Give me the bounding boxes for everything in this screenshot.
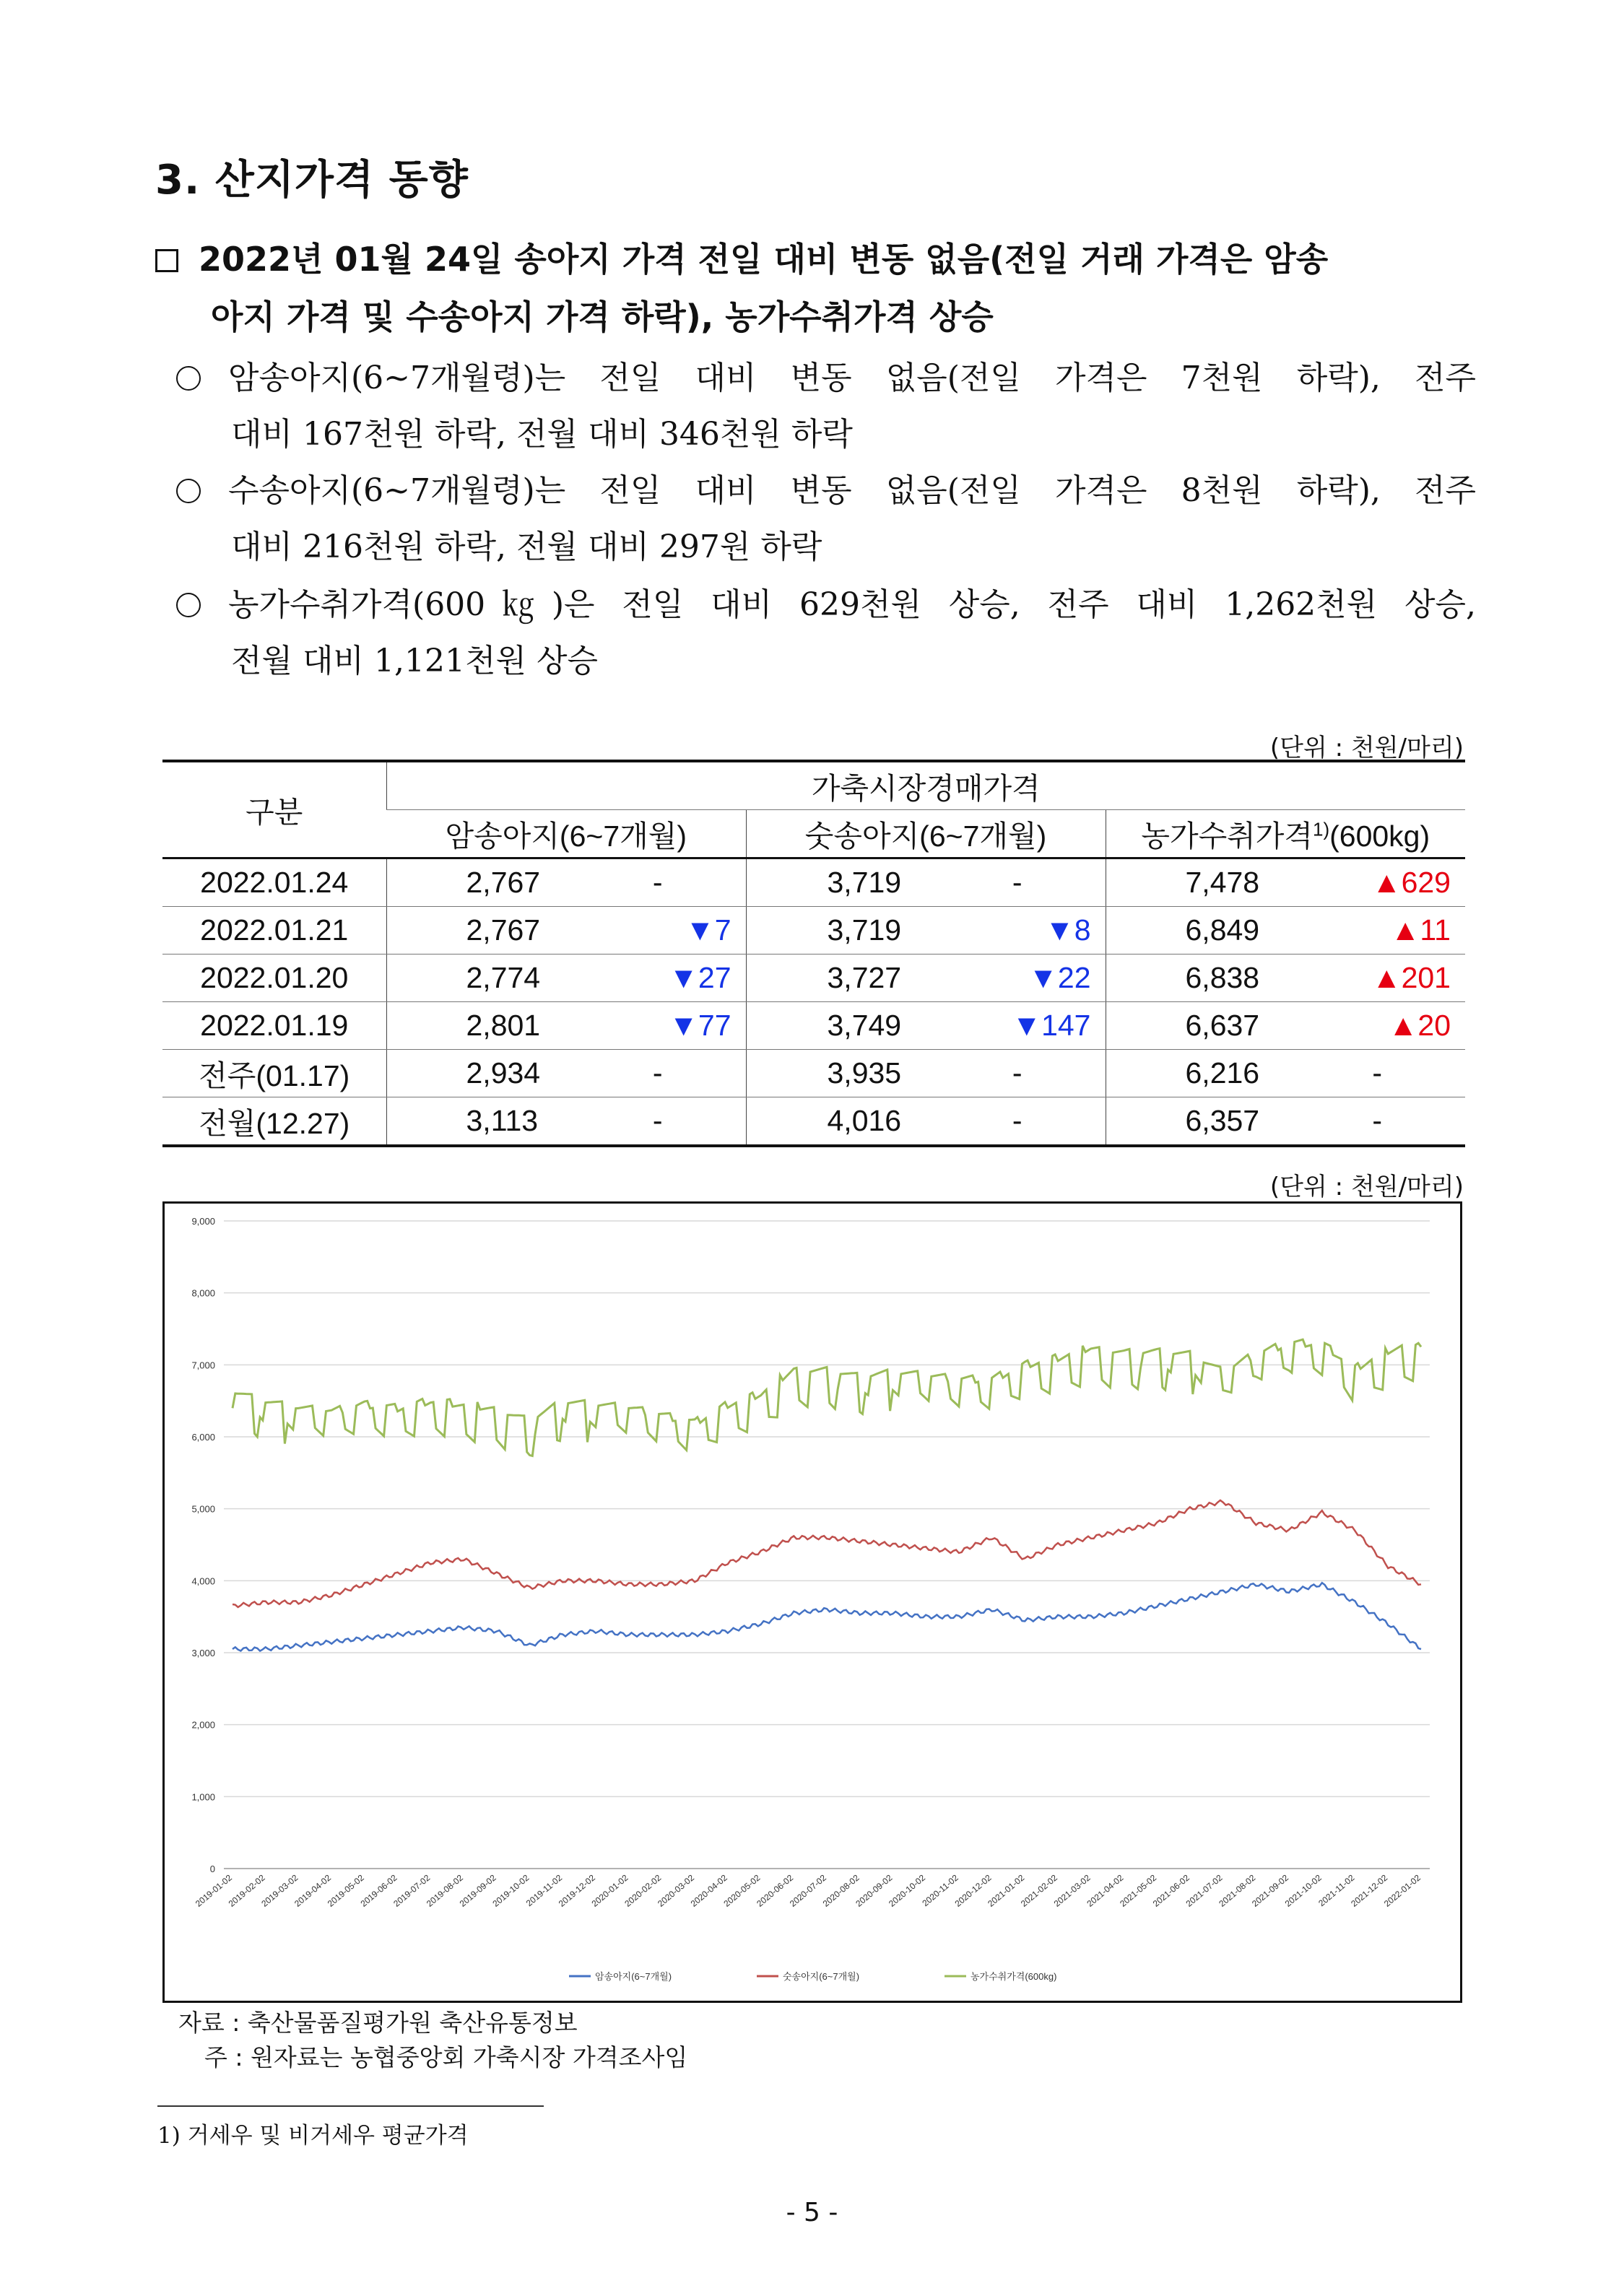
x-tick-label: 2019-12-02 <box>556 1872 597 1909</box>
y-tick-label: 5,000 <box>191 1503 215 1515</box>
y-tick-label: 3,000 <box>191 1648 215 1658</box>
male-price-cell <box>746 1097 1106 1147</box>
x-tick-label: 2019-07-02 <box>391 1872 433 1909</box>
farm-price-cell <box>1106 1002 1465 1050</box>
female-price-cell <box>386 858 746 907</box>
x-tick-label: 2021-04-02 <box>1085 1872 1126 1909</box>
farm-price-value: 6,216 <box>1185 1056 1260 1090</box>
male-price-cell <box>746 1050 1106 1097</box>
farm-price-cell <box>1106 955 1465 1002</box>
header-farm-price: 농가수취가격$^{1)}$(600kg) <box>1106 810 1465 858</box>
bullet-1-line-1: 암송아지(6~7개월령)는 전일 대비 변동 없음(전일 가격은 7천원 하락), 전주 <box>176 358 1476 399</box>
y-tick-label: 7,000 <box>191 1360 215 1371</box>
female-price-cell <box>386 1002 746 1050</box>
farm-price-change: - <box>1372 1056 1382 1090</box>
x-tick-label: 2022-01-02 <box>1381 1872 1423 1909</box>
table-unit-label: (단위 : 천원/마리) <box>1269 734 1464 762</box>
row-label: 2022.01.21 <box>162 907 386 955</box>
row-label: 전월(12.27) <box>162 1097 386 1147</box>
x-tick-label: 2019-11-02 <box>524 1872 565 1909</box>
table-row <box>162 1002 1465 1050</box>
farm-price-value: 6,357 <box>1185 1104 1260 1137</box>
x-tick-label: 2020-03-02 <box>656 1872 697 1909</box>
row-label: 전주(01.17) <box>162 1050 386 1097</box>
chart-unit-label: (단위 : 천원/마리) <box>1269 1173 1464 1201</box>
female-price-value: 2,767 <box>466 866 541 899</box>
y-tick-label: 2,000 <box>191 1719 215 1731</box>
male-price-value: 3,727 <box>827 961 902 994</box>
x-tick-label: 2020-01-02 <box>589 1872 630 1909</box>
female-price-cell <box>386 955 746 1002</box>
x-tick-label: 2021-06-02 <box>1150 1872 1191 1909</box>
header-female-calf: 암송아지(6~7개월) <box>386 810 746 858</box>
y-tick-label: 9,000 <box>191 1216 215 1227</box>
page-number: - 5 - <box>786 2198 838 2227</box>
series-line-3 <box>233 1339 1421 1456</box>
x-tick-label: 2021-03-02 <box>1051 1872 1093 1909</box>
male-price-value: 3,749 <box>827 1009 902 1042</box>
x-tick-label: 2020-08-02 <box>820 1872 861 1909</box>
female-price-cell <box>386 907 746 955</box>
farm-price-change: ▲201 <box>1372 961 1451 994</box>
circle-bullet-icon <box>176 479 201 503</box>
legend-label: 암송아지(6~7개월) <box>595 1971 672 1982</box>
x-tick-label: 2021-02-02 <box>1018 1872 1059 1909</box>
x-tick-label: 2020-09-02 <box>854 1872 895 1909</box>
female-price-value: 2,774 <box>466 961 541 994</box>
farm-price-change: ▲11 <box>1390 913 1451 947</box>
headline-line-1: 2022년 01월 24일 송아지 가격 전일 대비 변동 없음(전일 거래 가격은 암송 <box>155 238 1328 280</box>
x-tick-label: 2021-01-02 <box>986 1872 1027 1909</box>
male-price-value: 4,016 <box>827 1104 902 1137</box>
farm-price-change: ▲629 <box>1372 866 1451 899</box>
x-tick-label: 2019-04-02 <box>292 1872 334 1909</box>
series-line-2 <box>233 1500 1421 1607</box>
female-price-cell <box>386 1097 746 1147</box>
farm-price-cell <box>1106 1050 1465 1097</box>
x-tick-label: 2021-10-02 <box>1282 1872 1324 1909</box>
x-tick-label: 2020-05-02 <box>721 1872 763 1909</box>
x-tick-label: 2019-03-02 <box>259 1872 300 1909</box>
female-price-change: - <box>652 1056 663 1090</box>
farm-price-value: 7,478 <box>1185 866 1260 899</box>
table-row <box>162 955 1465 1002</box>
y-tick-label: 4,000 <box>191 1575 215 1587</box>
x-tick-label: 2020-12-02 <box>952 1872 994 1909</box>
x-tick-label: 2019-10-02 <box>490 1872 531 1909</box>
x-tick-label: 2019-02-02 <box>226 1872 267 1909</box>
female-price-change: - <box>652 866 663 899</box>
male-price-change: - <box>1012 1104 1022 1137</box>
female-price-change: - <box>652 1104 663 1137</box>
farm-price-cell <box>1106 1097 1465 1147</box>
header-male-calf: 숫송아지(6~7개월) <box>746 810 1106 858</box>
row-label: 2022.01.24 <box>162 858 386 907</box>
row-label: 2022.01.20 <box>162 955 386 1002</box>
footnote-divider <box>157 2105 544 2107</box>
headline-line-2: 아지 가격 및 수송아지 가격 하락), 농가수취가격 상승 <box>211 297 994 336</box>
circle-bullet-icon <box>176 593 201 617</box>
female-price-cell <box>386 1050 746 1097</box>
farm-price-value: 6,849 <box>1185 913 1260 947</box>
x-tick-label: 2019-01-02 <box>193 1872 234 1909</box>
source-note: 자료 : 축산물품질평가원 축산유통정보 <box>178 2009 578 2037</box>
y-tick-label: 1,000 <box>191 1791 215 1803</box>
table-row <box>162 1050 1465 1097</box>
male-price-change: ▼8 <box>1045 913 1091 947</box>
farm-price-change: ▲20 <box>1388 1009 1451 1042</box>
y-tick-label: 8,000 <box>191 1287 215 1299</box>
header-category: 구분 <box>162 761 386 858</box>
female-price-value: 3,113 <box>466 1104 539 1137</box>
male-price-value: 3,719 <box>827 913 902 947</box>
legend-label: 숫송아지(6~7개월) <box>783 1971 860 1982</box>
section-title: 3. 산지가격 동향 <box>155 157 469 204</box>
female-price-change: ▼77 <box>669 1009 731 1042</box>
male-price-cell <box>746 907 1106 955</box>
x-tick-label: 2020-10-02 <box>887 1872 928 1909</box>
male-price-change: - <box>1012 866 1022 899</box>
farm-price-value: 6,637 <box>1185 1009 1260 1042</box>
male-price-change: ▼22 <box>1028 961 1091 994</box>
y-tick-label: 6,000 <box>191 1432 215 1443</box>
x-tick-label: 2021-11-02 <box>1316 1872 1357 1909</box>
x-tick-label: 2019-08-02 <box>424 1872 465 1909</box>
x-tick-label: 2021-05-02 <box>1118 1872 1159 1909</box>
bullet-2-line-2: 대비 216천원 하락, 전월 대비 297원 하락 <box>231 529 822 565</box>
male-price-change: ▼147 <box>1012 1009 1091 1042</box>
remark-note: 주 : 원자료는 농협중앙회 가축시장 가격조사임 <box>204 2043 688 2071</box>
bullet-1-line-2: 대비 167천원 하락, 전월 대비 346천원 하락 <box>231 416 853 453</box>
female-price-change: ▼27 <box>669 961 731 994</box>
x-tick-label: 2020-06-02 <box>755 1872 796 1909</box>
table-row <box>162 1097 1465 1147</box>
x-tick-label: 2021-09-02 <box>1250 1872 1291 1909</box>
farm-price-cell <box>1106 907 1465 955</box>
male-price-change: - <box>1012 1056 1022 1090</box>
x-tick-label: 2020-02-02 <box>622 1872 664 1909</box>
circle-bullet-icon <box>176 366 201 391</box>
male-price-value: 3,719 <box>827 866 902 899</box>
x-tick-label: 2019-05-02 <box>325 1872 366 1909</box>
y-tick-label: 0 <box>209 1864 215 1874</box>
x-tick-label: 2021-08-02 <box>1217 1872 1258 1909</box>
female-price-change: ▼7 <box>685 913 731 947</box>
farm-price-value: 6,838 <box>1185 961 1260 994</box>
female-price-value: 2,801 <box>466 1009 541 1042</box>
square-bullet-icon <box>155 249 178 272</box>
footnote: 1) 거세우 및 비거세우 평균가격 <box>157 2123 469 2149</box>
header-group: 가축시장경매가격 <box>386 761 1465 810</box>
series-line-1 <box>233 1583 1421 1651</box>
bullet-3-line-2: 전월 대비 1,121천원 상승 <box>231 643 598 679</box>
table-row <box>162 858 1465 907</box>
x-tick-label: 2019-09-02 <box>457 1872 498 1909</box>
row-label: 2022.01.19 <box>162 1002 386 1050</box>
legend-label: 농가수취가격(600kg) <box>971 1971 1057 1982</box>
farm-price-change: - <box>1372 1104 1382 1137</box>
male-price-cell <box>746 858 1106 907</box>
x-tick-label: 2020-07-02 <box>787 1872 828 1909</box>
x-tick-label: 2020-04-02 <box>688 1872 729 1909</box>
price-line-chart <box>165 1204 1460 2001</box>
farm-price-cell <box>1106 858 1465 907</box>
bullet-2-line-1: 수송아지(6~7개월령)는 전일 대비 변동 없음(전일 가격은 8천원 하락), 전주 <box>176 471 1476 511</box>
price-chart <box>162 1201 1462 2003</box>
bullet-3-line-1: 농가수취가격(600㎏)은 전일 대비 629천원 상승, 전주 대비 1,262천원 상승, <box>176 585 1476 625</box>
price-table <box>162 760 1465 1147</box>
female-price-value: 2,934 <box>466 1056 541 1090</box>
male-price-value: 3,935 <box>827 1056 902 1090</box>
x-tick-label: 2021-07-02 <box>1184 1872 1225 1909</box>
female-price-value: 2,767 <box>466 913 541 947</box>
male-price-cell <box>746 955 1106 1002</box>
x-tick-label: 2019-06-02 <box>358 1872 399 1909</box>
x-tick-label: 2020-11-02 <box>920 1872 960 1909</box>
x-tick-label: 2021-12-02 <box>1349 1872 1390 1909</box>
male-price-cell <box>746 1002 1106 1050</box>
table-row <box>162 907 1465 955</box>
